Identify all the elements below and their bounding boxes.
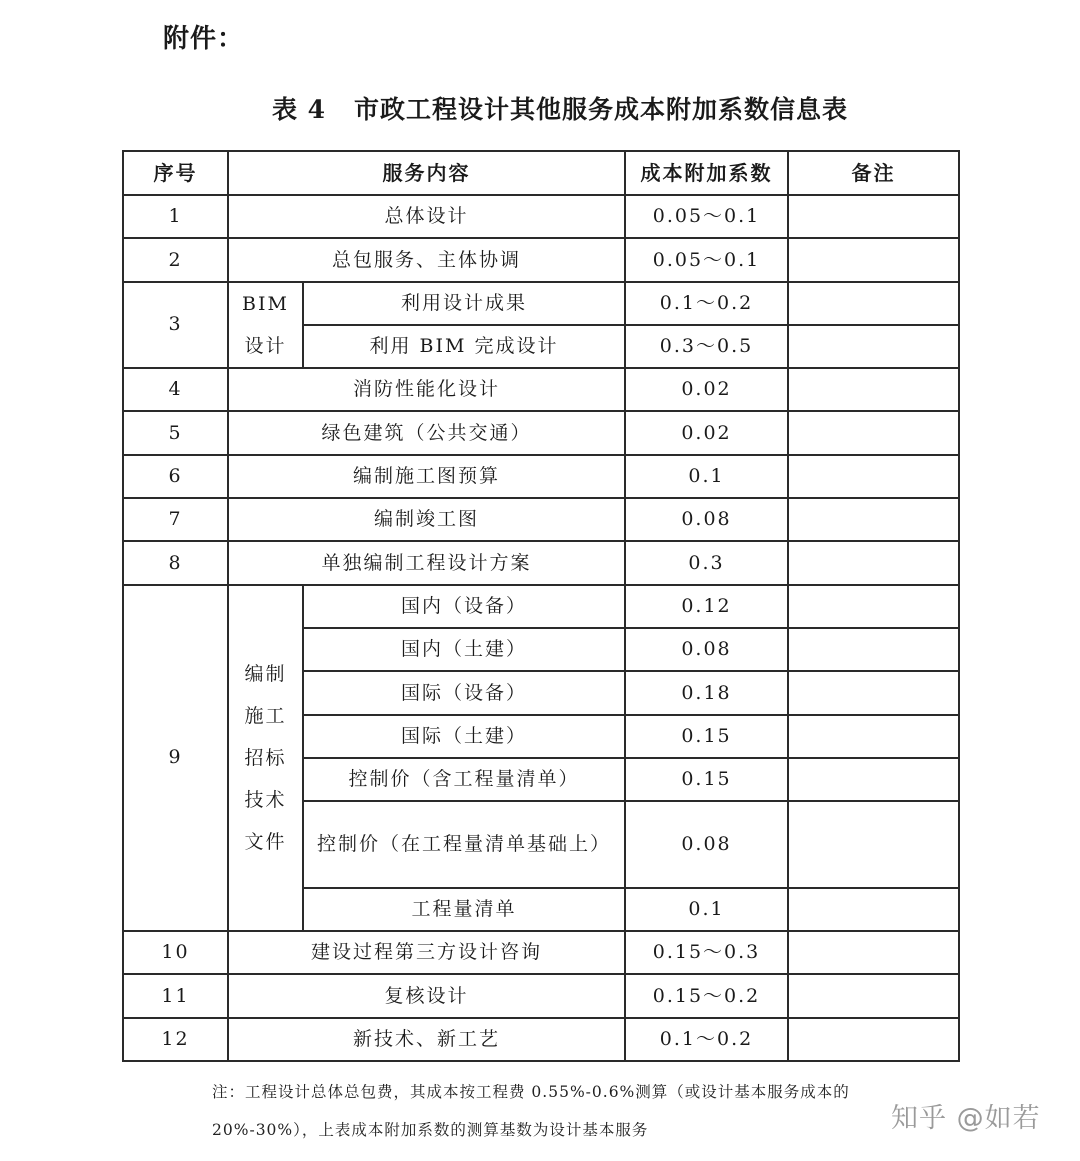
watermark: 知乎 @如若 — [891, 1103, 1041, 1134]
service-content: 绿色建筑（公共交通） — [228, 411, 625, 454]
remark-cell — [788, 498, 959, 541]
remark-cell — [788, 888, 959, 931]
footnote — [212, 1073, 932, 1149]
remark-cell — [788, 541, 959, 584]
service-content: 总包服务、主体协调 — [228, 238, 625, 281]
service-content: 建设过程第三方设计咨询 — [228, 931, 625, 974]
remark-cell — [788, 671, 959, 714]
remark-cell — [788, 1018, 959, 1061]
row-number: 8 — [123, 541, 228, 584]
row-number: 2 — [123, 238, 228, 281]
group-label-line: BIM — [242, 292, 289, 315]
table-number: 表 4 — [271, 95, 327, 124]
cost-coefficient: 0.3～0.5 — [625, 325, 788, 368]
row-number: 7 — [123, 498, 228, 541]
table-row — [123, 541, 959, 584]
table-row — [123, 282, 959, 325]
attachment-label: 附件： — [163, 24, 245, 54]
cost-coefficient: 0.15～0.2 — [625, 974, 788, 1017]
service-content: 国际（设备） — [303, 671, 625, 714]
cost-coefficient: 0.15 — [625, 758, 788, 801]
table-row — [123, 455, 959, 498]
remark-cell — [788, 195, 959, 238]
header-no: 序号 — [123, 151, 228, 195]
row-number: 4 — [123, 368, 228, 411]
cost-coefficient: 0.1～0.2 — [625, 1018, 788, 1061]
remark-cell — [788, 628, 959, 671]
table-row — [123, 585, 959, 628]
table-row — [123, 368, 959, 411]
row-number: 9 — [123, 585, 228, 931]
service-content: 国内（土建） — [303, 628, 625, 671]
remark-cell — [788, 801, 959, 888]
service-content: 编制施工图预算 — [228, 455, 625, 498]
table-row — [123, 1018, 959, 1061]
cost-coefficient: 0.02 — [625, 368, 788, 411]
remark-cell — [788, 368, 959, 411]
cost-coefficient: 0.08 — [625, 628, 788, 671]
service-content: 控制价（在工程量清单基础上） — [303, 801, 625, 888]
cost-coefficient: 0.15～0.3 — [625, 931, 788, 974]
remark-cell — [788, 325, 959, 368]
service-content: 控制价（含工程量清单） — [303, 758, 625, 801]
header-content: 服务内容 — [228, 151, 625, 195]
remark-cell — [788, 585, 959, 628]
service-content: 新技术、新工艺 — [228, 1018, 625, 1061]
table-row — [123, 195, 959, 238]
service-content: 单独编制工程设计方案 — [228, 541, 625, 584]
footnote-line-2: 20%-30%），上表成本附加系数的测算基数为设计基本服务 — [212, 1121, 649, 1139]
cost-coefficient: 0.1 — [625, 455, 788, 498]
remark-cell — [788, 238, 959, 281]
row-number: 1 — [123, 195, 228, 238]
service-content: 复核设计 — [228, 974, 625, 1017]
service-content: 总体设计 — [228, 195, 625, 238]
table-row — [123, 411, 959, 454]
table-row — [123, 974, 959, 1017]
service-content: 编制竣工图 — [228, 498, 625, 541]
cost-coefficient: 0.15 — [625, 715, 788, 758]
remark-cell — [788, 974, 959, 1017]
group-label-line: 施工 — [244, 704, 287, 727]
group-label-line: 编制 — [244, 662, 287, 685]
table-title — [0, 90, 1080, 126]
row-number: 11 — [123, 974, 228, 1017]
cost-coefficient: 0.1 — [625, 888, 788, 931]
remark-cell — [788, 931, 959, 974]
header-coef: 成本附加系数 — [625, 151, 788, 195]
table-row — [123, 931, 959, 974]
cost-coefficient: 0.3 — [625, 541, 788, 584]
row-number: 12 — [123, 1018, 228, 1061]
service-content: 国际（土建） — [303, 715, 625, 758]
service-content: 工程量清单 — [303, 888, 625, 931]
cost-coefficient: 0.18 — [625, 671, 788, 714]
service-content: 国内（设备） — [303, 585, 625, 628]
table-row — [123, 238, 959, 281]
cost-coefficient: 0.05～0.1 — [625, 195, 788, 238]
remark-cell — [788, 411, 959, 454]
group-label-line: 文件 — [244, 830, 287, 853]
service-content: 消防性能化设计 — [228, 368, 625, 411]
row-number: 6 — [123, 455, 228, 498]
cost-coefficient: 0.08 — [625, 801, 788, 888]
group-label — [228, 282, 303, 369]
cost-coefficient: 0.08 — [625, 498, 788, 541]
row-number: 5 — [123, 411, 228, 454]
cost-coefficient: 0.05～0.1 — [625, 238, 788, 281]
table-row — [123, 498, 959, 541]
group-label — [228, 585, 303, 931]
header-remark: 备注 — [788, 151, 959, 195]
row-number: 10 — [123, 931, 228, 974]
cost-coefficient: 0.1～0.2 — [625, 282, 788, 325]
footnote-line-1: 注：工程设计总体总包费，其成本按工程费 0.55%-0.6%测算（或设计基本服务成本的 — [212, 1083, 850, 1101]
group-label-line: 技术 — [244, 788, 287, 811]
table-title-text: 市政工程设计其他服务成本附加系数信息表 — [354, 95, 849, 124]
remark-cell — [788, 758, 959, 801]
group-label-line: 设计 — [244, 334, 287, 357]
coefficient-table — [122, 150, 960, 1062]
group-label-line: 招标 — [244, 746, 287, 769]
remark-cell — [788, 455, 959, 498]
cost-coefficient: 0.12 — [625, 585, 788, 628]
service-content: 利用 BIM 完成设计 — [303, 325, 625, 368]
table-header-row — [123, 151, 959, 195]
remark-cell — [788, 715, 959, 758]
cost-coefficient: 0.02 — [625, 411, 788, 454]
row-number: 3 — [123, 282, 228, 369]
service-content: 利用设计成果 — [303, 282, 625, 325]
remark-cell — [788, 282, 959, 325]
